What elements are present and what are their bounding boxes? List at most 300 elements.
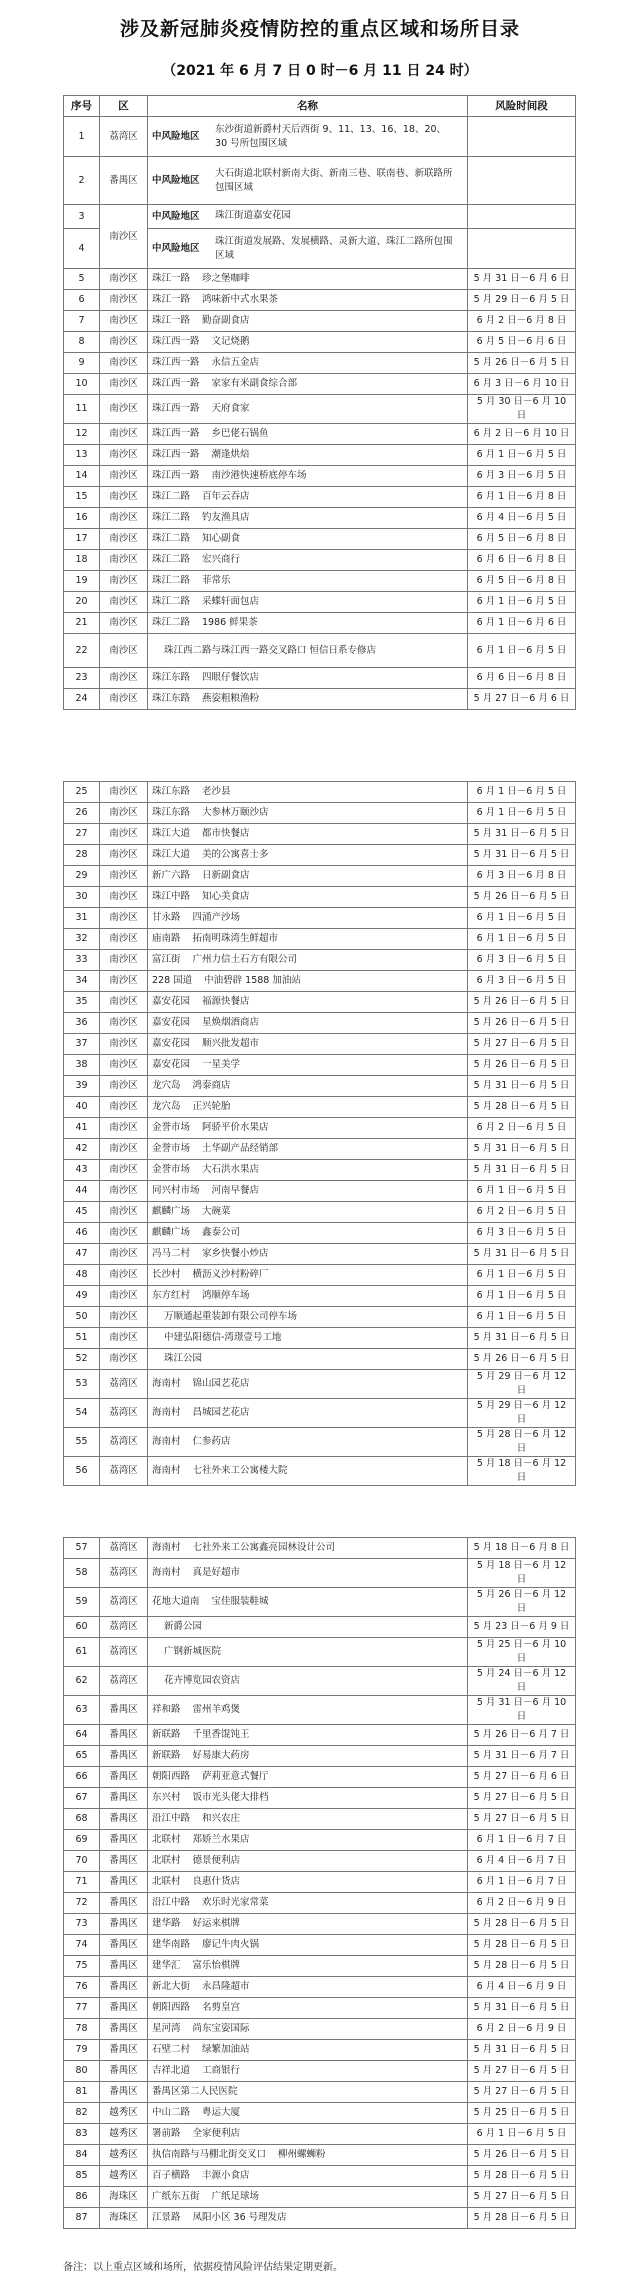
place-name: 乡巴佬石锅鱼 — [211, 428, 269, 439]
row-district: 番禺区 — [100, 157, 148, 205]
row-number: 87 — [64, 2208, 100, 2229]
table-row — [64, 1725, 576, 1746]
row-district: 南沙区 — [100, 866, 148, 887]
table-row — [64, 1265, 576, 1286]
row-district: 番禺区 — [100, 1998, 148, 2019]
place-street: 富江街 — [152, 954, 181, 965]
table-row — [64, 2103, 576, 2124]
row-time: 6 月 1 日－6 月 7 日 — [468, 1830, 576, 1851]
row-district: 南沙区 — [100, 445, 148, 466]
row-time: 6 月 1 日－6 月 5 日 — [468, 1265, 576, 1286]
row-time: 5 月 27 日－6 月 5 日 — [468, 2082, 576, 2103]
row-time: 5 月 18 日－6 月 12 日 — [468, 1559, 576, 1588]
row-name — [148, 353, 468, 374]
row-time: 5 月 29 日－6 月 5 日 — [468, 290, 576, 311]
place-street: 长沙村 — [152, 1269, 181, 1280]
place-street: 北联村 — [152, 1876, 181, 1887]
place-name: 全家便利店 — [192, 2128, 241, 2139]
row-name — [148, 374, 468, 395]
place-name: 钓友渔具店 — [202, 512, 250, 523]
row-district: 南沙区 — [100, 1349, 148, 1370]
row-number: 42 — [64, 1139, 100, 1160]
row-district: 南沙区 — [100, 1013, 148, 1034]
row-name — [148, 1265, 468, 1286]
table-row — [64, 1076, 576, 1097]
place-name: 老沙县 — [202, 786, 231, 797]
row-time: 6 月 1 日－6 月 6 日 — [468, 613, 576, 634]
row-name — [148, 887, 468, 908]
place-street: 麒麟广场 — [152, 1206, 191, 1217]
place-name: 鸿泰商店 — [192, 1080, 231, 1091]
row-district: 南沙区 — [100, 1307, 148, 1328]
row-district: 南沙区 — [100, 1286, 148, 1307]
row-number: 68 — [64, 1809, 100, 1830]
row-district: 南沙区 — [100, 992, 148, 1013]
table-row — [64, 2061, 576, 2082]
place-name: 广钢新城医院 — [164, 1646, 222, 1657]
table-row — [64, 1370, 576, 1399]
table-row — [64, 1809, 576, 1830]
place-name: 星焕烟酒商店 — [202, 1017, 260, 1028]
row-number: 50 — [64, 1307, 100, 1328]
row-number: 8 — [64, 332, 100, 353]
column-header-time: 风险时间段 — [468, 96, 576, 117]
row-name — [148, 689, 468, 710]
row-name — [148, 1399, 468, 1428]
row-number: 84 — [64, 2145, 100, 2166]
place-name: 百年云吞店 — [202, 491, 250, 502]
table-row — [64, 929, 576, 950]
row-number: 19 — [64, 571, 100, 592]
row-number: 77 — [64, 1998, 100, 2019]
place-street: 228 国道 — [152, 975, 193, 986]
row-district: 南沙区 — [100, 353, 148, 374]
row-number: 9 — [64, 353, 100, 374]
row-district: 南沙区 — [100, 487, 148, 508]
row-time: 5 月 26 日－6 月 5 日 — [468, 353, 576, 374]
row-time: 5 月 27 日－6 月 5 日 — [468, 1788, 576, 1809]
place-name: 顺兴批发超市 — [202, 1038, 260, 1049]
row-district: 南沙区 — [100, 508, 148, 529]
table-row — [64, 508, 576, 529]
place-street: 新广六路 — [152, 870, 191, 881]
row-number: 1 — [64, 117, 100, 157]
row-number: 72 — [64, 1893, 100, 1914]
row-name — [148, 634, 468, 668]
table-row — [64, 2145, 576, 2166]
place-street: 珠江中路 — [152, 891, 191, 902]
row-number: 28 — [64, 845, 100, 866]
row-district: 海珠区 — [100, 2187, 148, 2208]
row-time: 5 月 27 日－6 月 5 日 — [468, 1809, 576, 1830]
place-name: 菲常乐 — [202, 575, 231, 586]
row-district: 南沙区 — [100, 668, 148, 689]
row-time: 5 月 26 日－6 月 7 日 — [468, 1725, 576, 1746]
row-district: 南沙区 — [100, 1265, 148, 1286]
place-name: 雷州羊鸡煲 — [192, 1704, 241, 1715]
row-time: 5 月 28 日－6 月 5 日 — [468, 1956, 576, 1977]
row-name — [148, 782, 468, 803]
row-name — [148, 2145, 468, 2166]
row-name — [148, 290, 468, 311]
place-name: 拓南明珠湾生鲜超市 — [192, 933, 279, 944]
table-row — [64, 1767, 576, 1788]
place-street: 珠江西一路 — [152, 336, 200, 347]
row-time: 6 月 2 日－6 月 5 日 — [468, 1118, 576, 1139]
row-number: 11 — [64, 395, 100, 424]
row-district: 南沙区 — [100, 1223, 148, 1244]
row-number: 70 — [64, 1851, 100, 1872]
row-district: 越秀区 — [100, 2166, 148, 2187]
row-time: 5 月 31 日－6 月 5 日 — [468, 2040, 576, 2061]
place-street: 珠江大道 — [152, 849, 191, 860]
place-name: 四眼仔餐饮店 — [202, 672, 260, 683]
row-time: 5 月 26 日－6 月 12 日 — [468, 1588, 576, 1617]
place-street: 金誉市场 — [152, 1122, 191, 1133]
place-street: 庙南路 — [152, 933, 181, 944]
row-number: 65 — [64, 1746, 100, 1767]
table-row — [64, 1588, 576, 1617]
row-number: 14 — [64, 466, 100, 487]
row-district: 番禺区 — [100, 2019, 148, 2040]
row-time — [468, 157, 576, 205]
row-time: 5 月 27 日－6 月 6 日 — [468, 1767, 576, 1788]
row-district: 荔湾区 — [100, 1457, 148, 1486]
row-district: 越秀区 — [100, 2145, 148, 2166]
place-name: 大石洪水果店 — [202, 1164, 260, 1175]
table-row — [64, 1428, 576, 1457]
row-number: 10 — [64, 374, 100, 395]
place-street: 广纸东五街 — [152, 2191, 200, 2202]
row-district: 海珠区 — [100, 2208, 148, 2229]
place-name: 日新副食店 — [202, 870, 250, 881]
place-name: 家家有米副食综合部 — [211, 378, 298, 389]
place-name: 家乡快餐小炒店 — [202, 1248, 269, 1259]
place-name: 河南早餐店 — [211, 1185, 260, 1196]
place-street: 冯马二村 — [152, 1248, 191, 1259]
row-number: 62 — [64, 1667, 100, 1696]
row-name — [148, 1893, 468, 1914]
place-street: 龙穴岛 — [152, 1101, 181, 1112]
row-number: 61 — [64, 1638, 100, 1667]
place-name: 潮逢烘焙 — [211, 449, 250, 460]
row-time: 5 月 31 日－6 月 5 日 — [468, 1998, 576, 2019]
place-name: 新爵公园 — [164, 1621, 203, 1632]
place-street: 嘉安花园 — [152, 1017, 191, 1028]
row-name — [148, 269, 468, 290]
row-time: 5 月 29 日－6 月 12 日 — [468, 1370, 576, 1399]
table-row — [64, 1851, 576, 1872]
place-street: 嘉安花园 — [152, 1059, 191, 1070]
row-number: 74 — [64, 1935, 100, 1956]
row-district: 番禺区 — [100, 1767, 148, 1788]
row-district: 南沙区 — [100, 269, 148, 290]
row-number: 27 — [64, 824, 100, 845]
row-time: 6 月 1 日－6 月 5 日 — [468, 1307, 576, 1328]
row-number: 67 — [64, 1788, 100, 1809]
table-row — [64, 1977, 576, 1998]
row-number: 26 — [64, 803, 100, 824]
place-street: 执信南路与马棚北街交叉口 — [152, 2149, 267, 2160]
row-district: 南沙区 — [100, 1118, 148, 1139]
row-name — [148, 571, 468, 592]
row-name — [148, 1830, 468, 1851]
row-time: 5 月 31 日－6 月 5 日 — [468, 824, 576, 845]
row-name — [148, 529, 468, 550]
place-name: 永昌隆超市 — [202, 1981, 250, 1992]
row-time — [468, 229, 576, 269]
row-number: 29 — [64, 866, 100, 887]
row-time: 5 月 31 日－6 月 6 日 — [468, 269, 576, 290]
table-row — [64, 1223, 576, 1244]
row-district: 荔湾区 — [100, 1667, 148, 1696]
place-street: 海南村 — [152, 1407, 181, 1418]
table-row — [64, 550, 576, 571]
place-name: 粤运大厦 — [202, 2107, 241, 2118]
row-name — [148, 1370, 468, 1399]
row-name — [148, 205, 468, 229]
risk-area: 东沙街道新爵村天后西街 9、11、13、16、18、20、30 号所包围区域 — [215, 123, 447, 149]
row-name — [148, 332, 468, 353]
place-name: 柳州螺蛳粉 — [278, 2149, 326, 2160]
row-name — [148, 1767, 468, 1788]
place-name: 天府食家 — [211, 403, 250, 414]
place-street: 新联路 — [152, 1729, 181, 1740]
row-time: 5 月 18 日－6 月 8 日 — [468, 1538, 576, 1559]
row-district: 南沙区 — [100, 1034, 148, 1055]
place-street: 中山二路 — [152, 2107, 191, 2118]
place-street: 沿江中路 — [152, 1897, 191, 1908]
table-row — [64, 1617, 576, 1638]
row-district: 越秀区 — [100, 2124, 148, 2145]
row-number: 37 — [64, 1034, 100, 1055]
table-row — [64, 1667, 576, 1696]
place-street: 嘉安花园 — [152, 996, 191, 1007]
row-district: 南沙区 — [100, 466, 148, 487]
table-row — [64, 445, 576, 466]
place-name: 文记烧鹅 — [211, 336, 250, 347]
row-district: 荔湾区 — [100, 1538, 148, 1559]
row-name — [148, 424, 468, 445]
row-name — [148, 1244, 468, 1265]
table-row — [64, 353, 576, 374]
place-name: 鑫泰公司 — [202, 1227, 241, 1238]
place-name: 名剪皇宫 — [202, 2002, 241, 2013]
table-row — [64, 1244, 576, 1265]
row-number: 46 — [64, 1223, 100, 1244]
row-district: 番禺区 — [100, 1872, 148, 1893]
place-name: 一星美学 — [202, 1059, 241, 1070]
place-name: 七社外来工公寓楼大院 — [192, 1465, 288, 1476]
place-street: 同兴村市场 — [152, 1185, 200, 1196]
row-district: 南沙区 — [100, 908, 148, 929]
row-time: 5 月 26 日－6 月 5 日 — [468, 1013, 576, 1034]
row-district: 番禺区 — [100, 1725, 148, 1746]
place-name: 万顺通起重装卸有限公司停车场 — [164, 1311, 298, 1322]
place-street: 朝阳西路 — [152, 1771, 191, 1782]
place-name: 德景便利店 — [192, 1855, 241, 1866]
row-district: 番禺区 — [100, 1914, 148, 1935]
row-time: 6 月 3 日－6 月 5 日 — [468, 950, 576, 971]
row-district: 荔湾区 — [100, 1588, 148, 1617]
table-row — [64, 866, 576, 887]
row-district: 荔湾区 — [100, 1638, 148, 1667]
row-name — [148, 1788, 468, 1809]
place-street: 北联村 — [152, 1855, 181, 1866]
row-time: 5 月 26 日－6 月 5 日 — [468, 1349, 576, 1370]
row-district: 荔湾区 — [100, 117, 148, 157]
row-time: 5 月 31 日－6 月 5 日 — [468, 1139, 576, 1160]
row-number: 82 — [64, 2103, 100, 2124]
row-number: 56 — [64, 1457, 100, 1486]
row-time: 6 月 1 日－6 月 7 日 — [468, 1872, 576, 1893]
row-time: 5 月 24 日－6 月 12 日 — [468, 1667, 576, 1696]
row-name — [148, 1223, 468, 1244]
place-name: 昌城园艺花店 — [192, 1407, 250, 1418]
row-name — [148, 1638, 468, 1667]
row-time: 6 月 3 日－6 月 5 日 — [468, 1223, 576, 1244]
row-district: 南沙区 — [100, 1181, 148, 1202]
place-street: 朝阳西路 — [152, 2002, 191, 2013]
row-name — [148, 1139, 468, 1160]
row-name — [148, 157, 468, 205]
place-street: 珠江东路 — [152, 807, 191, 818]
row-name — [148, 866, 468, 887]
place-name: 知心副食 — [202, 533, 241, 544]
place-name: 永信五金店 — [211, 357, 260, 368]
row-name — [148, 1956, 468, 1977]
row-name — [148, 2166, 468, 2187]
row-name — [148, 1034, 468, 1055]
row-name — [148, 2040, 468, 2061]
place-street: 番禺区第二人民医院 — [152, 2086, 238, 2097]
place-street: 珠江东路 — [152, 672, 191, 683]
row-number: 35 — [64, 992, 100, 1013]
place-street: 珠江西一路 — [152, 470, 200, 481]
row-time: 5 月 30 日－6 月 10 日 — [468, 395, 576, 424]
row-district: 南沙区 — [100, 887, 148, 908]
row-number: 32 — [64, 929, 100, 950]
place-street: 建华南路 — [152, 1939, 191, 1950]
row-name — [148, 1457, 468, 1486]
place-name: 鸿味新中式水果茶 — [202, 294, 279, 305]
place-street: 星河湾 — [152, 2023, 181, 2034]
row-name — [148, 1013, 468, 1034]
row-time: 5 月 27 日－6 月 5 日 — [468, 2061, 576, 2082]
risk-area: 珠江街道嘉安花园 — [215, 210, 292, 222]
row-number: 39 — [64, 1076, 100, 1097]
table-row — [64, 1139, 576, 1160]
place-street: 新联路 — [152, 1750, 181, 1761]
place-name: 南沙港快速桥底停车场 — [211, 470, 307, 481]
table-header-row — [64, 96, 576, 117]
row-name — [148, 1935, 468, 1956]
place-name: 燕姿粗粮渔粉 — [202, 693, 260, 704]
row-name — [148, 1746, 468, 1767]
row-district: 南沙区 — [100, 803, 148, 824]
row-time — [468, 117, 576, 157]
row-time: 6 月 1 日－6 月 5 日 — [468, 634, 576, 668]
column-header-no: 序号 — [64, 96, 100, 117]
table-row — [64, 971, 576, 992]
table-row — [64, 613, 576, 634]
row-name — [148, 2103, 468, 2124]
row-number: 52 — [64, 1349, 100, 1370]
row-name — [148, 592, 468, 613]
table-row — [64, 634, 576, 668]
row-number: 85 — [64, 2166, 100, 2187]
row-time: 6 月 2 日－6 月 9 日 — [468, 2019, 576, 2040]
table-row — [64, 2082, 576, 2103]
place-street: 嘉安花园 — [152, 1038, 191, 1049]
row-number: 16 — [64, 508, 100, 529]
table-row — [64, 689, 576, 710]
row-number: 53 — [64, 1370, 100, 1399]
row-number: 6 — [64, 290, 100, 311]
row-number: 76 — [64, 1977, 100, 1998]
row-number: 75 — [64, 1956, 100, 1977]
row-number: 38 — [64, 1055, 100, 1076]
table-row — [64, 117, 576, 157]
row-name — [148, 1160, 468, 1181]
row-number: 31 — [64, 908, 100, 929]
table-row — [64, 1935, 576, 1956]
place-name: 绿繁加油站 — [202, 2044, 250, 2055]
row-district: 番禺区 — [100, 1956, 148, 1977]
row-number: 63 — [64, 1696, 100, 1725]
place-street: 沿江中路 — [152, 1813, 191, 1824]
row-number: 23 — [64, 668, 100, 689]
place-name: 工商银行 — [202, 2065, 241, 2076]
row-name — [148, 908, 468, 929]
table-row — [64, 908, 576, 929]
place-street: 祥和路 — [152, 1704, 181, 1715]
place-street: 吉祥北道 — [152, 2065, 191, 2076]
place-name: 饭市光头佬大排档 — [192, 1792, 269, 1803]
row-time: 5 月 31 日－6 月 5 日 — [468, 1076, 576, 1097]
row-district: 荔湾区 — [100, 1370, 148, 1399]
place-name: 郑娇兰水果店 — [192, 1834, 250, 1845]
row-district: 南沙区 — [100, 634, 148, 668]
row-number: 40 — [64, 1097, 100, 1118]
row-number: 73 — [64, 1914, 100, 1935]
place-name: 四涌产沙场 — [192, 912, 241, 923]
table-row — [64, 571, 576, 592]
table-row — [64, 2187, 576, 2208]
row-district: 南沙区 — [100, 205, 148, 269]
place-street: 珠江东路 — [152, 693, 191, 704]
table-row — [64, 887, 576, 908]
risk-level: 中风险地区 — [152, 210, 200, 222]
table-row — [64, 1328, 576, 1349]
row-time: 6 月 2 日－6 月 5 日 — [468, 1202, 576, 1223]
row-number: 81 — [64, 2082, 100, 2103]
risk-area: 大石街道北联村新南大街、新南三巷、联南巷、新联路所包围区域 — [215, 167, 453, 193]
place-street: 金誉市场 — [152, 1143, 191, 1154]
row-district: 番禺区 — [100, 2082, 148, 2103]
row-district: 南沙区 — [100, 689, 148, 710]
place-street: 珠江一路 — [152, 315, 191, 326]
table-row — [64, 1559, 576, 1588]
place-street: 东方红村 — [152, 1290, 191, 1301]
row-time: 6 月 1 日－6 月 5 日 — [468, 592, 576, 613]
place-name: 丰源小食店 — [202, 2170, 250, 2181]
row-name — [148, 1202, 468, 1223]
row-name — [148, 1328, 468, 1349]
row-district: 南沙区 — [100, 1055, 148, 1076]
row-name — [148, 117, 468, 157]
place-street: 珠江二路 — [152, 491, 191, 502]
